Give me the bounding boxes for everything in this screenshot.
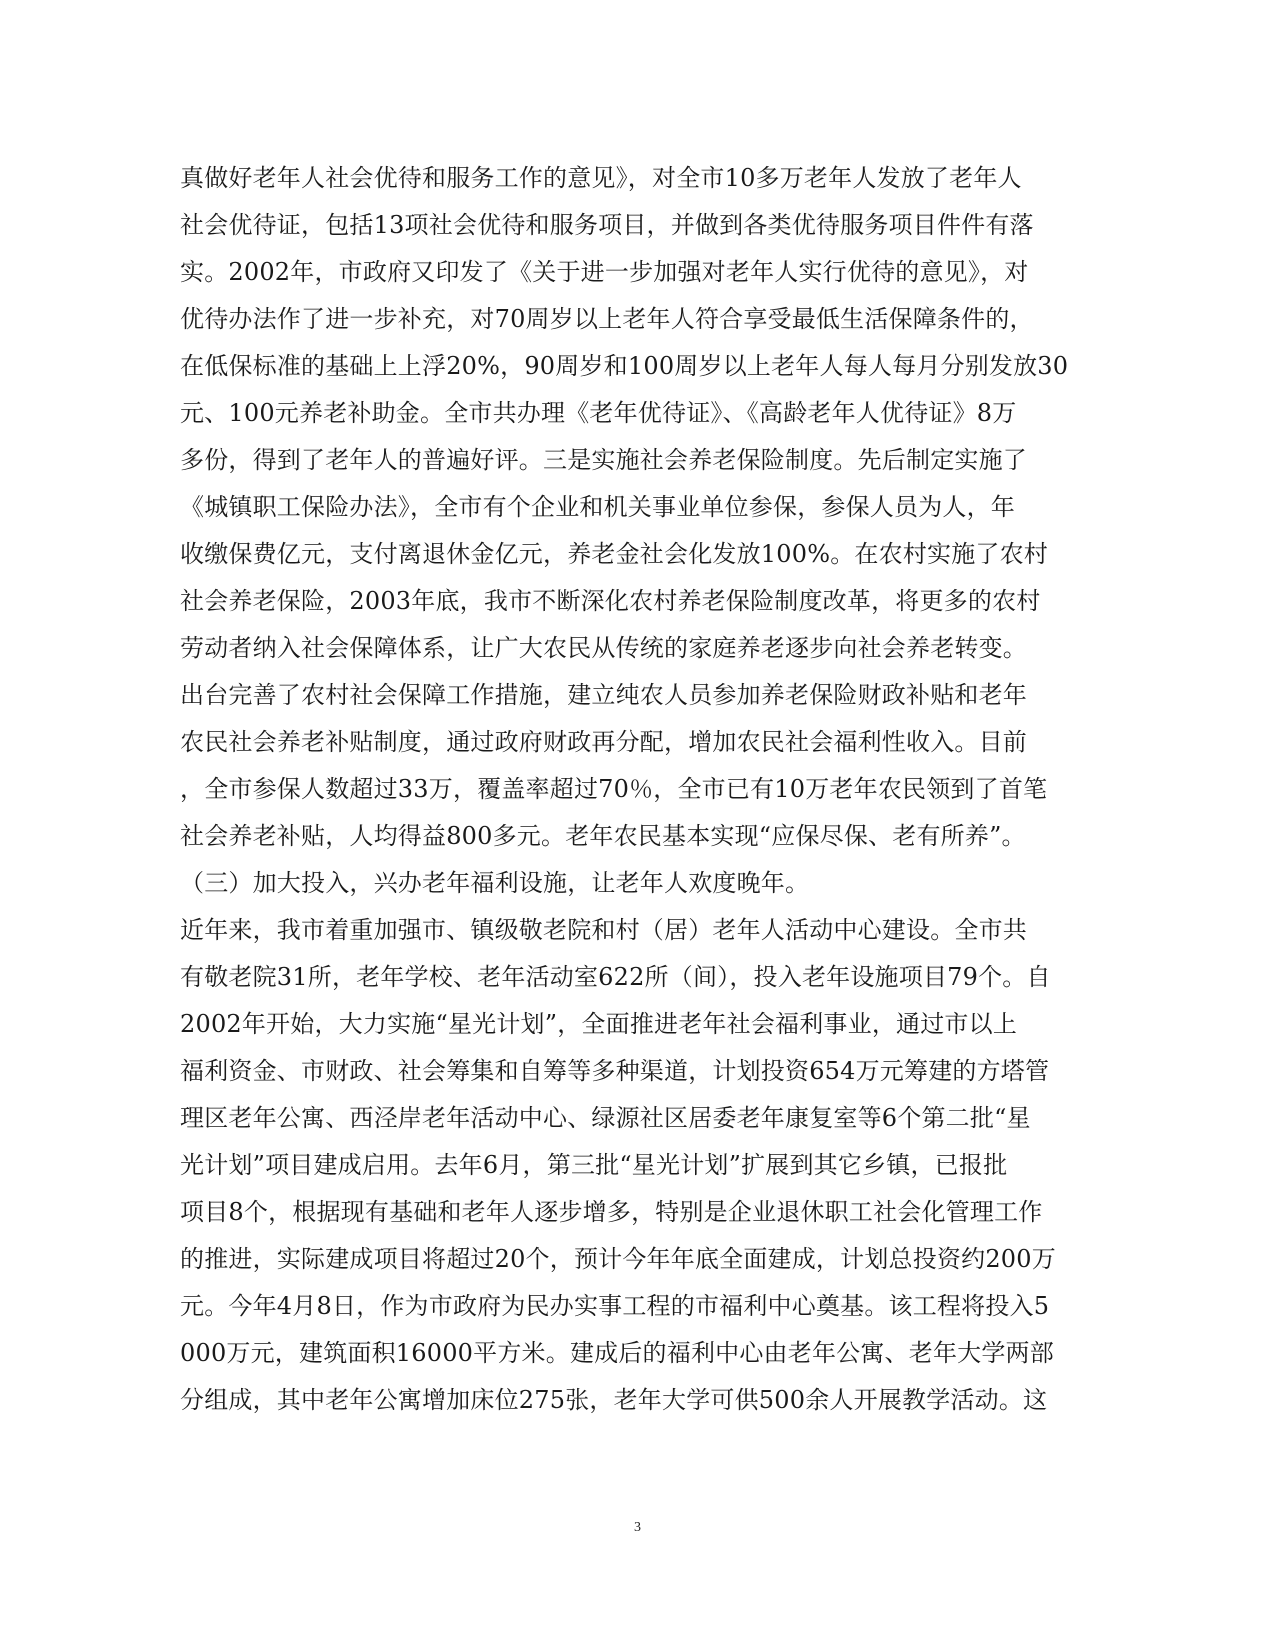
text-line: 分组成，其中老年公寓增加床位275张，老年大学可供500余人开展教学活动。这 bbox=[180, 1386, 1048, 1414]
text-line: 元。今年4月8日，作为市政府为民办实事工程的市福利中心奠基。该工程将投入5 bbox=[180, 1292, 1050, 1320]
document-body bbox=[180, 155, 1080, 1424]
text-line: 优待办法作了进一步补充，对70周岁以上老年人符合享受最低生活保障条件的， bbox=[180, 305, 1034, 333]
text-line: 000万元，建筑面积16000平方米。建成后的福利中心由老年公寓、老年大学两部 bbox=[180, 1339, 1054, 1367]
text-line: 福利资金、市财政、社会筹集和自筹等多种渠道，计划投资654万元筹建的方塔管 bbox=[180, 1057, 1050, 1085]
text-line: 实。2002年，市政府又印发了《关于进一步加强对老年人实行优待的意见》，对 bbox=[180, 258, 1029, 286]
text-line: 出台完善了农村社会保障工作措施，建立纯农人员参加养老保险财政补贴和老年 bbox=[180, 681, 1027, 709]
text-line: 理区老年公寓、西泾岸老年活动中心、绿源社区居委老年康复室等6个第二批“星 bbox=[180, 1104, 1031, 1132]
text-line: 项目8个，根据现有基础和老年人逐步增多，特别是企业退休职工社会化管理工作 bbox=[180, 1198, 1043, 1226]
text-line: 真做好老年人社会优待和服务工作的意见》，对全市10多万老年人发放了老年人 bbox=[180, 164, 1022, 192]
text-line: 社会养老保险，2003年底，我市不断深化农村养老保险制度改革，将更多的农村 bbox=[180, 587, 1041, 615]
page-number: 3 bbox=[634, 1520, 641, 1535]
text-line: 2002年开始，大力实施“星光计划”，全面推进老年社会福利事业，通过市以上 bbox=[180, 1010, 1018, 1038]
text-line: 劳动者纳入社会保障体系，让广大农民从传统的家庭养老逐步向社会养老转变。 bbox=[180, 634, 1027, 662]
text-line: ，全市参保人数超过33万，覆盖率超过70％，全市已有10万老年农民领到了首笔 bbox=[180, 775, 1048, 803]
text-line: 有敬老院31所，老年学校、老年活动室622所（间），投入老年设施项目79个。自 bbox=[180, 963, 1051, 991]
text-line: 社会养老补贴，人均得益800多元。老年农民基本实现“应保尽保、老有所养”。 bbox=[180, 822, 1026, 850]
text-line: 近年来，我市着重加强市、镇级敬老院和村（居）老年人活动中心建设。全市共 bbox=[180, 916, 1027, 944]
text-line: 在低保标准的基础上上浮20%，90周岁和100周岁以上老年人每人每月分别发放30 bbox=[180, 352, 1069, 380]
text-line: 收缴保费亿元，支付离退休金亿元，养老金社会化发放100%。在农村实施了农村 bbox=[180, 540, 1049, 568]
text-line: 光计划”项目建成启用。去年6月，第三批“星光计划”扩展到其它乡镇，已报批 bbox=[180, 1151, 1008, 1179]
section-heading: （三）加大投入，兴办老年福利设施，让老年人欢度晚年。 bbox=[180, 869, 810, 897]
text-line: 社会优待证，包括13项社会优待和服务项目，并做到各类优待服务项目件件有落 bbox=[180, 211, 1034, 239]
text-line: 农民社会养老补贴制度，通过政府财政再分配，增加农民社会福利性收入。目前 bbox=[180, 728, 1027, 756]
text-line: 元、100元养老补助金。全市共办理《老年优待证》、《高龄老年人优待证》8万 bbox=[180, 399, 1017, 427]
text-line: 多份，得到了老年人的普遍好评。三是实施社会养老保险制度。先后制定实施了 bbox=[180, 446, 1027, 474]
text-line: 的推进，实际建成项目将超过20个，预计今年年底全面建成，计划总投资约200万 bbox=[180, 1245, 1056, 1273]
text-line: 《城镇职工保险办法》，全市有个企业和机关事业单位参保，参保人员为人，年 bbox=[180, 493, 1015, 521]
